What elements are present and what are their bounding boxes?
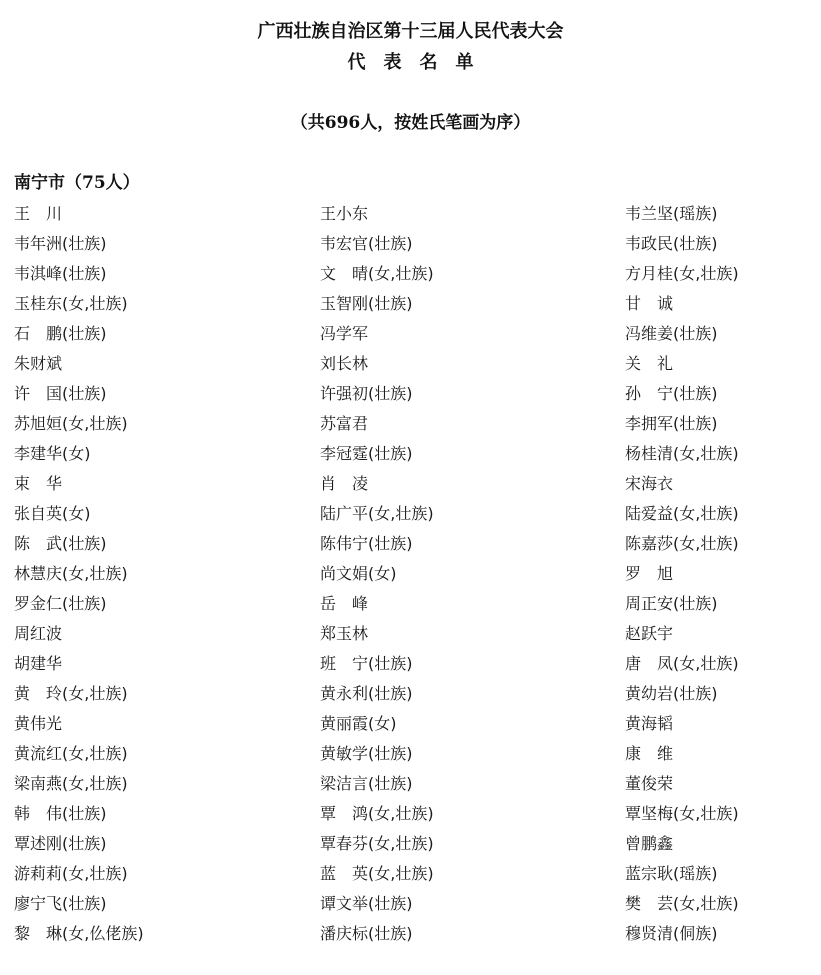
name-entry: 赵跃宇 — [625, 624, 674, 643]
name-entry: 束 华 — [14, 474, 63, 493]
name-entry: 石 鹏(壮族) — [14, 324, 107, 343]
name-entry: 罗金仁(壮族) — [14, 594, 107, 613]
name-entry: 甘 诚 — [625, 294, 674, 313]
name-entry: 黄敏学(壮族) — [320, 744, 413, 763]
name-entry: 梁南燕(女,壮族) — [14, 774, 128, 793]
name-entry: 王小东 — [320, 204, 369, 223]
name-entry: 韦兰坚(瑶族) — [625, 204, 718, 223]
name-entry: 刘长林 — [320, 354, 369, 373]
name-entry: 梁洁言(壮族) — [320, 774, 413, 793]
name-entry: 韩 伟(壮族) — [14, 804, 107, 823]
name-entry: 穆贤清(侗族) — [625, 924, 718, 943]
name-entry: 覃 鸿(女,壮族) — [320, 804, 434, 823]
name-entry: 游莉莉(女,壮族) — [14, 864, 128, 883]
name-entry: 方月桂(女,壮族) — [625, 264, 739, 283]
name-entry: 苏富君 — [320, 414, 369, 433]
name-entry: 唐 凤(女,壮族) — [625, 654, 739, 673]
name-entry: 廖宁飞(壮族) — [14, 894, 107, 913]
name-entry: 王 川 — [14, 204, 63, 223]
name-entry: 覃述刚(壮族) — [14, 834, 107, 853]
name-entry: 谭文举(壮族) — [320, 894, 413, 913]
name-entry: 苏旭姮(女,壮族) — [14, 414, 128, 433]
name-entry: 韦政民(壮族) — [625, 234, 718, 253]
name-entry: 康 维 — [625, 744, 674, 763]
name-entry: 黄海韬 — [625, 714, 674, 733]
name-entry: 杨桂清(女,壮族) — [625, 444, 739, 463]
name-entry: 韦宏官(壮族) — [320, 234, 413, 253]
name-entry: 黄伟光 — [14, 714, 63, 733]
name-entry: 肖 凌 — [320, 474, 369, 493]
name-entry: 李拥军(壮族) — [625, 414, 718, 433]
name-entry: 黄永利(壮族) — [320, 684, 413, 703]
name-entry: 陆爱益(女,壮族) — [625, 504, 739, 523]
name-entry: 黄 玲(女,壮族) — [14, 684, 128, 703]
name-entry: 黎 琳(女,仫佬族) — [14, 924, 144, 943]
name-entry: 朱财斌 — [14, 354, 63, 373]
name-entry: 樊 芸(女,壮族) — [625, 894, 739, 913]
name-entry: 张自英(女) — [14, 504, 91, 523]
document-subtitle: 代表名单 — [347, 52, 492, 73]
name-entry: 韦年洲(壮族) — [14, 234, 107, 253]
name-entry: 孙 宁(壮族) — [625, 384, 718, 403]
name-entry: 韦淇峰(壮族) — [14, 264, 107, 283]
name-entry: 蓝 英(女,壮族) — [320, 864, 434, 883]
name-entry: 许 国(壮族) — [14, 384, 107, 403]
name-entry: 许强初(壮族) — [320, 384, 413, 403]
name-entry: 覃春芬(女,壮族) — [320, 834, 434, 853]
name-entry: 宋海衣 — [625, 474, 674, 493]
name-entry: 黄丽霞(女) — [320, 714, 397, 733]
document-note: （共696人，按姓氏笔画为序） — [290, 113, 531, 133]
name-entry: 胡建华 — [14, 654, 63, 673]
name-entry: 玉智刚(壮族) — [320, 294, 413, 313]
name-entry: 岳 峰 — [320, 594, 369, 613]
name-entry: 周正安(壮族) — [625, 594, 718, 613]
name-entry: 周红波 — [14, 624, 63, 643]
name-entry: 尚文娟(女) — [320, 564, 397, 583]
name-entry: 陈伟宁(壮族) — [320, 534, 413, 553]
name-entry: 李建华(女) — [14, 444, 91, 463]
name-entry: 关 礼 — [625, 354, 674, 373]
name-entry: 林慧庆(女,壮族) — [14, 564, 128, 583]
name-list — [14, 199, 814, 949]
name-entry: 黄幼岩(壮族) — [625, 684, 718, 703]
name-entry: 郑玉林 — [320, 624, 369, 643]
name-entry: 玉桂东(女,壮族) — [14, 294, 128, 313]
document-title: 广西壮族自治区第十三届人民代表大会 — [257, 21, 564, 42]
name-entry: 潘庆标(壮族) — [320, 924, 413, 943]
name-entry: 班 宁(壮族) — [320, 654, 413, 673]
name-entry: 覃坚梅(女,壮族) — [625, 804, 739, 823]
name-entry: 罗 旭 — [625, 564, 674, 583]
name-entry: 陈嘉莎(女,壮族) — [625, 534, 739, 553]
name-entry: 冯维姜(壮族) — [625, 324, 718, 343]
name-entry: 李冠霆(壮族) — [320, 444, 413, 463]
name-entry: 蓝宗耿(瑶族) — [625, 864, 718, 883]
name-entry: 曾鹏鑫 — [625, 834, 674, 853]
name-entry: 陈 武(壮族) — [14, 534, 107, 553]
name-entry: 冯学军 — [320, 324, 369, 343]
name-entry: 黄流红(女,壮族) — [14, 744, 128, 763]
name-entry: 文 晴(女,壮族) — [320, 264, 434, 283]
section-heading: 南宁市（75人） — [14, 173, 140, 193]
name-entry: 董俊荣 — [625, 774, 674, 793]
name-entry: 陆广平(女,壮族) — [320, 504, 434, 523]
